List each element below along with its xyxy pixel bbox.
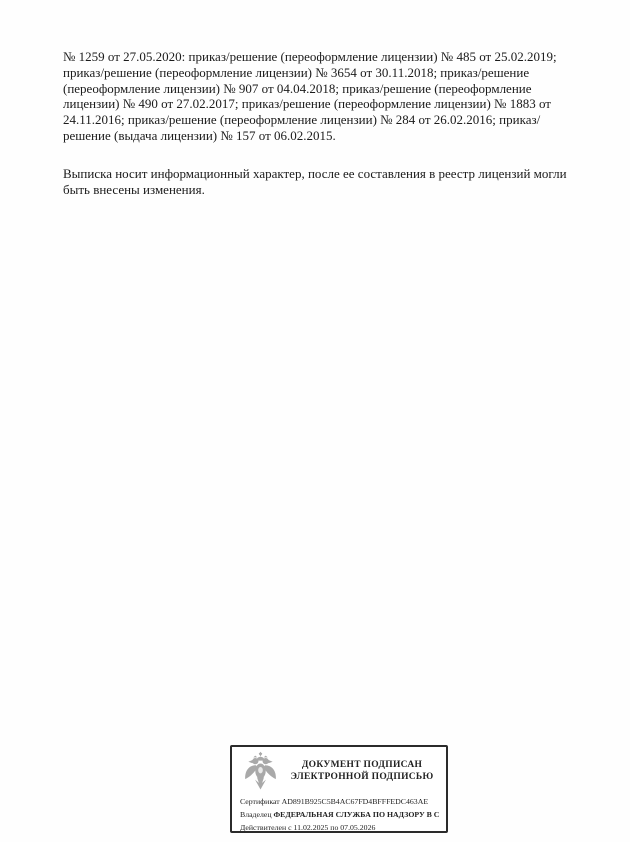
certificate-label: Сертификат xyxy=(240,797,280,806)
validity-line: Действителен с 11.02.2025 по 07.05.2026 xyxy=(240,823,376,832)
stamp-title-line2: ЭЛЕКТРОННОЙ ПОДПИСЬЮ xyxy=(290,771,434,782)
stamp-header xyxy=(232,747,446,791)
owner-label: Владелец xyxy=(240,810,272,819)
stamp-details xyxy=(232,791,446,833)
informational-note-paragraph: Выписка носит информационный характер, после ее составления в реестр лицензий могли быть внесены изменения. xyxy=(63,166,567,197)
certificate-line xyxy=(240,795,446,808)
electronic-signature-stamp xyxy=(230,745,448,833)
stamp-title xyxy=(279,759,441,783)
coat-of-arms-eagle-icon xyxy=(242,751,279,791)
certificate-value: AD891B925C5B4AC67FD4BFFFEDC463AE xyxy=(281,797,429,806)
license-orders-paragraph: № 1259 от 27.05.2020: приказ/решение (переоформление лицензии) № 485 от 25.02.2019; приказ/решение (переоформление лицензии) № 3654 от 30.11.2018; приказ/решение (переоформление лицензии) № 907 от 04.04.2018; приказ/решение (переоформление лицензии) № 490 от 27.02.2017; приказ/решение (переоформление лицензии) № 1883 от 24.11.2016; приказ/решение (переоформление лицензии) № 284 от 26.02.2016; приказ/решение (выдача лицензии) № 157 от 06.02.2015. xyxy=(63,49,557,143)
stamp-title-line1: ДОКУМЕНТ ПОДПИСАН xyxy=(301,759,423,770)
owner-value: ФЕДЕРАЛЬНАЯ СЛУЖБА ПО НАДЗОРУ В С xyxy=(273,810,440,819)
owner-line xyxy=(240,808,446,821)
